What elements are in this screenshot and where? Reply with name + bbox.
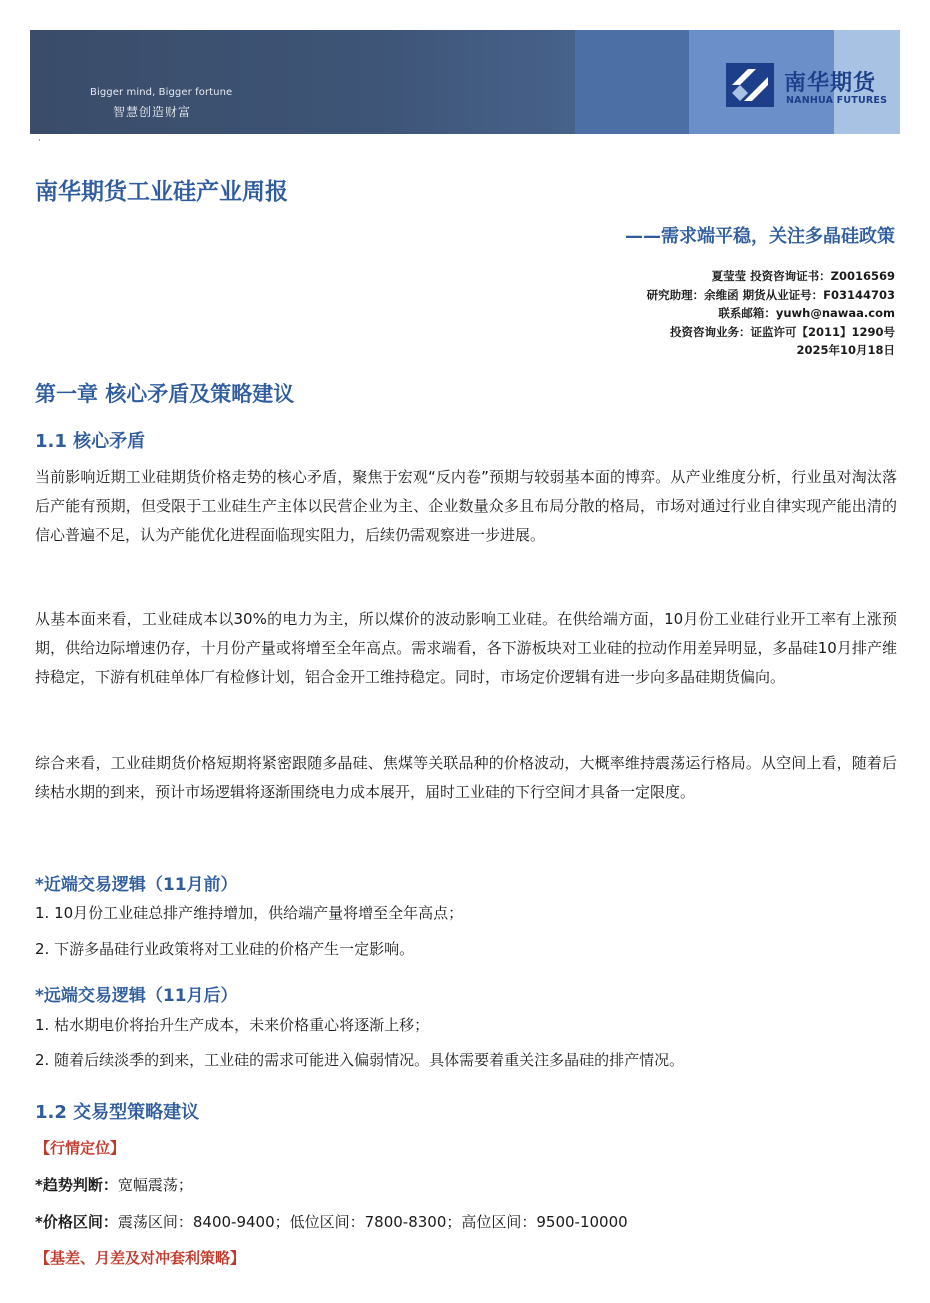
list-item: 1. 枯水期电价将抬升生产成本，未来价格重心将逐渐上移； — [35, 1016, 430, 1034]
paragraph: 综合来看，工业硅期货价格短期将紧密跟随多晶硅、焦煤等关联品种的价格波动，大概率维持震荡运行格局。从空间上看，随着后续枯水期的到来，预计市场逻辑将逐渐围绕电力成本展开，届时工业硅的下行空间才具备一定限度。 — [35, 754, 897, 801]
list-item: 2. 随着后续淡季的到来，工业硅的需求可能进入偏弱情况。具体需要着重关注多晶硅的排产情况。 — [35, 1051, 685, 1069]
author-info — [647, 267, 895, 360]
banner-band — [575, 30, 689, 134]
price-value: 震荡区间：8400-9400；低位区间：7800-8300；高位区间：9500-10000 — [117, 1213, 628, 1231]
market-position-tag: 【行情定位】 — [35, 1139, 126, 1157]
trend-label: *趋势判断： — [35, 1176, 118, 1194]
list-item: 1. 10月份工业硅总排产维持增加，供给端产量将增至全年高点； — [35, 904, 464, 922]
author-line: 夏莹莹 投资咨询证书：Z0016569 — [711, 269, 895, 283]
report-subtitle: ——需求端平稳，关注多晶硅政策 — [625, 226, 895, 247]
report-title: 南华期货工业硅产业周报 — [35, 179, 288, 205]
chapter-heading: 第一章 核心矛盾及策略建议 — [35, 382, 295, 406]
assistant-line: 研究助理：余维函 期货从业证号：F03144703 — [646, 287, 895, 302]
price-label: *价格区间： — [35, 1213, 118, 1231]
basis-strategy-tag: 【基差、月差及对冲套利策略】 — [35, 1249, 246, 1267]
email-line: 联系邮箱：yuwh@nawaa.com — [718, 306, 895, 320]
slogan-en: Bigger mind, Bigger fortune — [90, 87, 233, 98]
section-heading-1-1: 1.1 核心矛盾 — [35, 431, 146, 452]
near-logic-heading: *近端交易逻辑（11月前） — [35, 875, 238, 895]
trend-judgement — [35, 1174, 193, 1195]
trend-value: 宽幅震荡； — [117, 1176, 193, 1194]
license-line: 投资咨询业务：证监许可【2011】1290号 — [669, 324, 895, 339]
list-item: 2. 下游多晶硅行业政策将对工业硅的价格产生一定影响。 — [35, 940, 415, 958]
paragraph: 当前影响近期工业硅期货价格走势的核心矛盾，聚焦于宏观“反内卷”预期与较弱基本面的博弈。从产业维度分析，行业虽对淘汰落后产能有预期，但受限于工业硅生产主体以民营企业为主、企业数量众多且布局分散的格局，市场对通过行业自律实现产能出清的信心普遍不足，认为产能优化进程面临现实阻力，后续仍需观察进一步进展。 — [35, 468, 897, 544]
section-heading-1-2: 1.2 交易型策略建议 — [35, 1102, 200, 1123]
logo-text-en: NANHUA FUTURES — [786, 95, 888, 106]
header-dot: · — [38, 136, 41, 146]
logo-text-cn: 南华期货 — [784, 71, 877, 96]
header-banner — [30, 30, 900, 134]
price-range — [35, 1211, 628, 1232]
slogan-cn: 智慧创造财富 — [113, 105, 192, 119]
paragraph: 从基本面来看，工业硅成本以30%的电力为主，所以煤价的波动影响工业硅。在供给端方面，10月份工业硅行业开工率有上涨预期，供给边际增速仍存，十月份产量或将增至全年高点。需求端看，各下游板块对工业硅的拉动作用差异明显，多晶硅10月排产维持稳定，下游有机硅单体厂有检修计划，铝合金开工维持稳定。同时，市场定价逻辑有进一步向多晶硅期货偏向。 — [35, 610, 897, 686]
date-line: 2025年10月18日 — [796, 343, 895, 357]
nanhua-logo-icon — [726, 63, 774, 107]
far-logic-heading: *远端交易逻辑（11月后） — [35, 986, 238, 1006]
